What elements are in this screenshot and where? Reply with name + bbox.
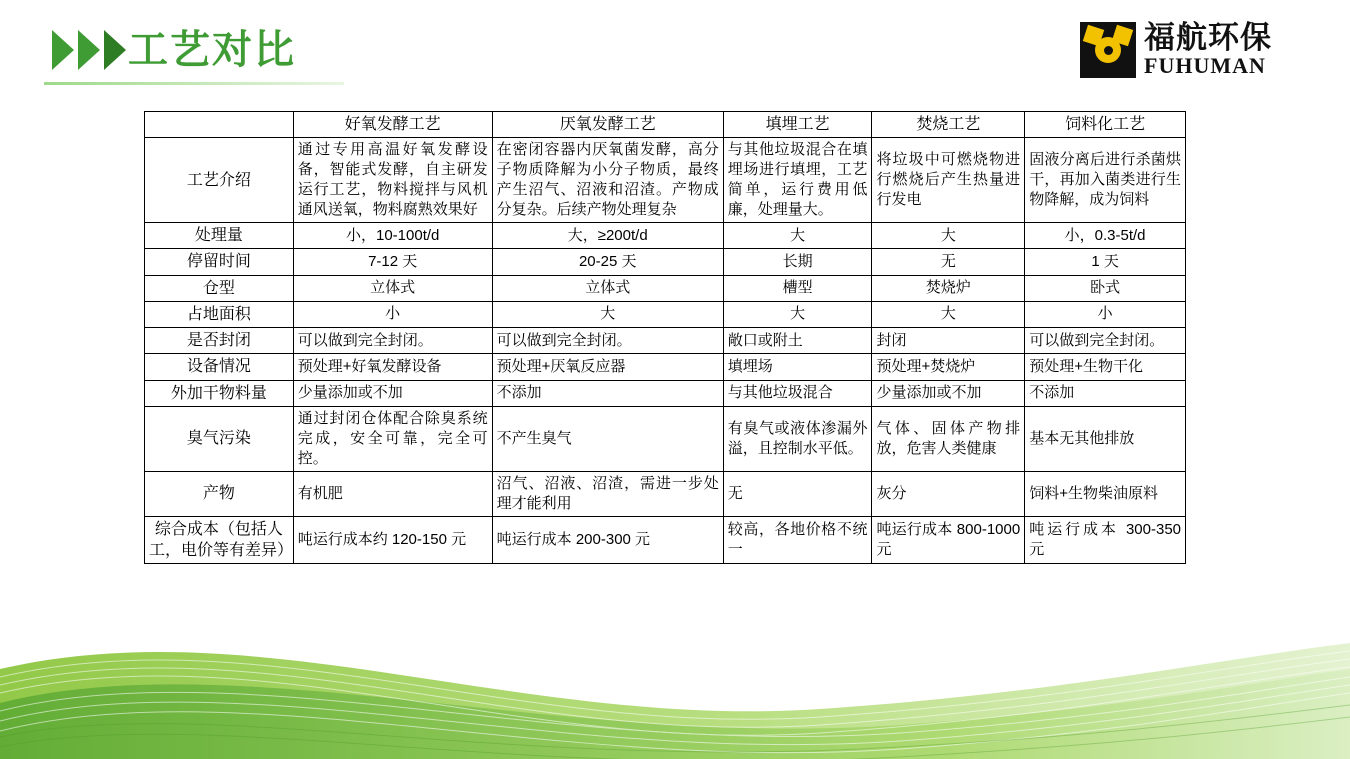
table-cell: 敞口或附土 — [723, 328, 872, 354]
table-cell: 卧式 — [1025, 275, 1186, 301]
row-label: 臭气污染 — [145, 406, 294, 471]
logo-mark-icon — [1080, 22, 1136, 78]
table-row — [145, 223, 1186, 249]
table-cell: 沼气、沼液、沼渣，需进一步处理才能利用 — [492, 471, 723, 516]
row-label: 处理量 — [145, 223, 294, 249]
table-cell: 将垃圾中可燃烧物进行燃烧后产生热量进行发电 — [872, 138, 1025, 223]
table-row — [145, 301, 1186, 327]
comparison-table — [144, 111, 1186, 564]
table-row — [145, 249, 1186, 275]
table-header-cell: 填埋工艺 — [723, 112, 872, 138]
table-cell: 与其他垃圾混合在填埋场进行填埋，工艺简单，运行费用低廉，处理量大。 — [723, 138, 872, 223]
table-cell: 有机肥 — [293, 471, 492, 516]
table-cell: 长期 — [723, 249, 872, 275]
table-row — [145, 516, 1186, 564]
table-cell: 不添加 — [492, 380, 723, 406]
table-cell: 大 — [872, 301, 1025, 327]
chevron-right-icon — [78, 30, 100, 70]
table-cell: 吨运行成本 300-350 元 — [1025, 516, 1186, 564]
page-title: 工艺对比 — [128, 28, 296, 72]
logo-text-cn: 福航环保 — [1144, 20, 1272, 55]
table-cell: 小 — [293, 301, 492, 327]
table-cell: 大 — [723, 301, 872, 327]
table-cell: 可以做到完全封闭。 — [293, 328, 492, 354]
table-cell: 大 — [492, 301, 723, 327]
table-cell: 小，10-100t/d — [293, 223, 492, 249]
table-cell: 吨运行成本约 120-150 元 — [293, 516, 492, 564]
table-cell: 无 — [872, 249, 1025, 275]
row-label: 是否封闭 — [145, 328, 294, 354]
table-row — [145, 354, 1186, 380]
table-cell: 吨运行成本 800-1000 元 — [872, 516, 1025, 564]
row-label: 停留时间 — [145, 249, 294, 275]
table-cell: 预处理+焚烧炉 — [872, 354, 1025, 380]
table-cell: 固液分离后进行杀菌烘干，再加入菌类进行生物降解，成为饲料 — [1025, 138, 1186, 223]
row-label: 产物 — [145, 471, 294, 516]
table-row — [145, 380, 1186, 406]
company-logo — [1080, 22, 1272, 78]
logo-text-en: FUHUMAN — [1144, 53, 1266, 78]
table-cell: 1 天 — [1025, 249, 1186, 275]
table-row — [145, 471, 1186, 516]
table-cell: 立体式 — [492, 275, 723, 301]
table-cell: 饲料+生物柴油原料 — [1025, 471, 1186, 516]
table-cell: 通过专用高温好氧发酵设备，智能式发酵，自主研发运行工艺，物料搅拌与风机通风送氧，物料腐熟效果好 — [293, 138, 492, 223]
table-cell: 灰分 — [872, 471, 1025, 516]
table-cell: 填埋场 — [723, 354, 872, 380]
table-cell: 可以做到完全封闭。 — [492, 328, 723, 354]
table-cell: 通过封闭仓体配合除臭系统完成，安全可靠，完全可控。 — [293, 406, 492, 471]
table-cell: 与其他垃圾混合 — [723, 380, 872, 406]
row-label: 外加干物料量 — [145, 380, 294, 406]
table-cell: 封闭 — [872, 328, 1025, 354]
slide-header — [0, 0, 1350, 100]
row-label: 仓型 — [145, 275, 294, 301]
logo-hole-icon — [1104, 46, 1113, 55]
table-cell: 小 — [1025, 301, 1186, 327]
table-cell: 预处理+厌氧反应器 — [492, 354, 723, 380]
table-header-cell: 饲料化工艺 — [1025, 112, 1186, 138]
table-cell: 槽型 — [723, 275, 872, 301]
table-cell: 焚烧炉 — [872, 275, 1025, 301]
table-cell: 气体、固体产物排放，危害人类健康 — [872, 406, 1025, 471]
table-cell: 预处理+生物干化 — [1025, 354, 1186, 380]
table-row — [145, 328, 1186, 354]
table-cell: 小，0.3-5t/d — [1025, 223, 1186, 249]
table-row — [145, 406, 1186, 471]
chevron-right-icon — [104, 30, 126, 70]
table-cell: 吨运行成本 200-300 元 — [492, 516, 723, 564]
table-cell: 20-25 天 — [492, 249, 723, 275]
table-cell: 无 — [723, 471, 872, 516]
table-header-row — [145, 112, 1186, 138]
table-cell: 立体式 — [293, 275, 492, 301]
chevron-right-icon — [52, 30, 74, 70]
row-label: 工艺介绍 — [145, 138, 294, 223]
table-cell: 大 — [723, 223, 872, 249]
table-cell: 预处理+好氧发酵设备 — [293, 354, 492, 380]
table-row — [145, 138, 1186, 223]
table-cell: 少量添加或不加 — [872, 380, 1025, 406]
table-cell: 较高，各地价格不统一 — [723, 516, 872, 564]
table-header-cell: 厌氧发酵工艺 — [492, 112, 723, 138]
row-label: 设备情况 — [145, 354, 294, 380]
table-cell: 在密闭容器内厌氧菌发酵，高分子物质降解为小分子物质，最终产生沼气、沼液和沼渣。产物成分复杂。后续产物处理复杂 — [492, 138, 723, 223]
table-cell: 有臭气或液体渗漏外溢，且控制水平低。 — [723, 406, 872, 471]
row-label: 占地面积 — [145, 301, 294, 327]
chevron-decoration — [52, 30, 126, 70]
table-cell: 可以做到完全封闭。 — [1025, 328, 1186, 354]
table-header-cell: 焚烧工艺 — [872, 112, 1025, 138]
table-cell: 不添加 — [1025, 380, 1186, 406]
table-row — [145, 275, 1186, 301]
comparison-table-wrapper — [144, 111, 1186, 564]
table-header-cell: 好氧发酵工艺 — [293, 112, 492, 138]
table-cell: 大，≥200t/d — [492, 223, 723, 249]
table-cell: 少量添加或不加 — [293, 380, 492, 406]
table-cell: 大 — [872, 223, 1025, 249]
title-underline — [44, 82, 344, 85]
footer-swoosh-decoration — [0, 599, 1350, 759]
row-label: 综合成本（包括人工，电价等有差异） — [145, 516, 294, 564]
table-cell: 7-12 天 — [293, 249, 492, 275]
table-cell: 基本无其他排放 — [1025, 406, 1186, 471]
table-header-cell — [145, 112, 294, 138]
table-cell: 不产生臭气 — [492, 406, 723, 471]
